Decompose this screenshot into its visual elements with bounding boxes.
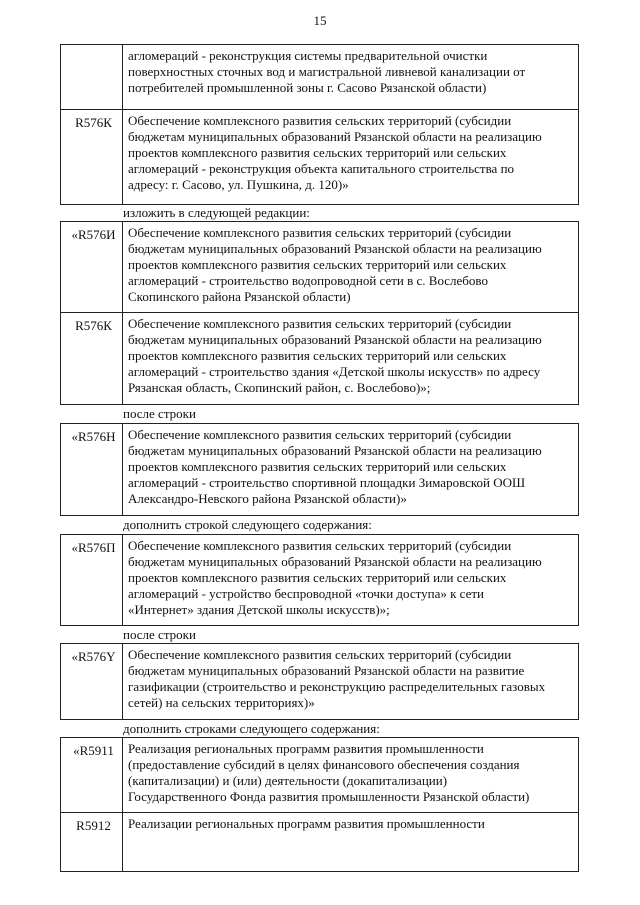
row-description [123,738,578,812]
description-line: Скопинского района Рязанской области) [128,289,351,304]
amendment-instruction: изложить в следующей редакции: [123,205,310,220]
description-line: Обеспечение комплексного развития сельских территорий (субсидии [128,427,512,442]
description-line: «Интернет» здания Детской школы искусств)»; [128,602,390,617]
description-line: бюджетам муниципальных образований Рязанской области на реализацию [128,443,542,458]
page-number: 15 [313,13,327,28]
description-line: Реализации региональных программ развития промышленности [128,816,485,831]
description-line: Реализация региональных программ развития промышленности [128,741,484,756]
description-line: (капитализации) и (или) деятельности (докапитализации) [128,773,448,788]
description-line: Обеспечение комплексного развития сельских территорий (субсидии [128,316,512,331]
description-line: бюджетам муниципальных образований Рязанской области на реализацию [128,332,542,347]
row-description [123,424,578,515]
table-row [60,44,579,110]
amendment-instruction: дополнить строками следующего содержания: [123,721,380,736]
description-line: поверхностных сточных вод и магистральной ливневой канализации от [128,64,526,79]
description-line: агломераций - строительство здания «Детской школы искусств» по адресу [128,364,541,379]
description-line: бюджетам муниципальных образований Рязанской области на реализацию [128,241,542,256]
description-line: адресу: г. Сасово, ул. Пушкина, д. 120)» [128,177,349,192]
description-line: Государственного Фонда развития промышленности Рязанской области) [128,789,530,804]
table-row [60,109,579,205]
description-line: потребителей промышленной зоны г. Сасово Рязанской области) [128,80,487,95]
description-line: агломераций - устройство беспроводной «точки доступа» к сети [128,586,485,601]
description-line: проектов комплексного развития сельских территорий или сельских [128,257,507,272]
description-line: (предоставление субсидий в целях финансового обеспечения создания [128,757,520,772]
row-description [123,644,578,719]
budget-code: «R5911 [61,738,123,812]
row-description [123,535,578,625]
description-line: Обеспечение комплексного развития сельских территорий (субсидии [128,647,512,662]
table-row [60,737,579,813]
description-line: газификации (строительство и реконструкцию распределительных газовых [128,679,546,694]
description-line: бюджетам муниципальных образований Рязанской области на реализацию [128,554,542,569]
table-row [60,812,579,872]
budget-code: R576К [61,110,123,204]
description-line: Александро-Невского района Рязанской области)» [128,491,407,506]
budget-code: R5912 [61,813,123,871]
description-line: агломераций - строительство водопроводной сети в с. Вослебово [128,273,488,288]
description-line: бюджетам муниципальных образований Рязанской области на развитие [128,663,525,678]
table-row [60,312,579,405]
description-line: агломераций - реконструкция системы предварительной очистки [128,48,488,63]
description-line: Рязанская область, Скопинский район, с. Вослебово)»; [128,380,431,395]
description-line: агломераций - строительство спортивной площадки Зимаровской ООШ [128,475,526,490]
amendment-instruction: после строки [123,406,196,421]
description-line: Обеспечение комплексного развития сельских территорий (субсидии [128,225,512,240]
description-line: агломераций - реконструкция объекта капитального строительства по [128,161,515,176]
row-description [123,45,578,109]
table-row [60,643,579,720]
row-description [123,110,578,204]
description-line: Обеспечение комплексного развития сельских территорий (субсидии [128,113,512,128]
budget-code: «R576И [61,222,123,312]
description-line: Обеспечение комплексного развития сельских территорий (субсидии [128,538,512,553]
budget-code [61,45,123,109]
budget-code: «R576Y [61,644,123,719]
description-line: проектов комплексного развития сельских территорий или сельских [128,348,507,363]
description-line: проектов комплексного развития сельских территорий или сельских [128,145,507,160]
amendment-instruction: дополнить строкой следующего содержания: [123,517,372,532]
row-description [123,222,578,312]
row-description [123,313,578,404]
budget-code: «R576П [61,535,123,625]
table-row [60,534,579,626]
row-description [123,813,578,871]
description-line: проектов комплексного развития сельских территорий или сельских [128,459,507,474]
amendment-instruction: после строки [123,627,196,642]
table-row [60,423,579,516]
description-line: проектов комплексного развития сельских территорий или сельских [128,570,507,585]
table-row [60,221,579,313]
budget-code: «R576Н [61,424,123,515]
description-line: бюджетам муниципальных образований Рязанской области на реализацию [128,129,542,144]
budget-code: R576К [61,313,123,404]
description-line: сетей) на сельских территориях)» [128,695,315,710]
